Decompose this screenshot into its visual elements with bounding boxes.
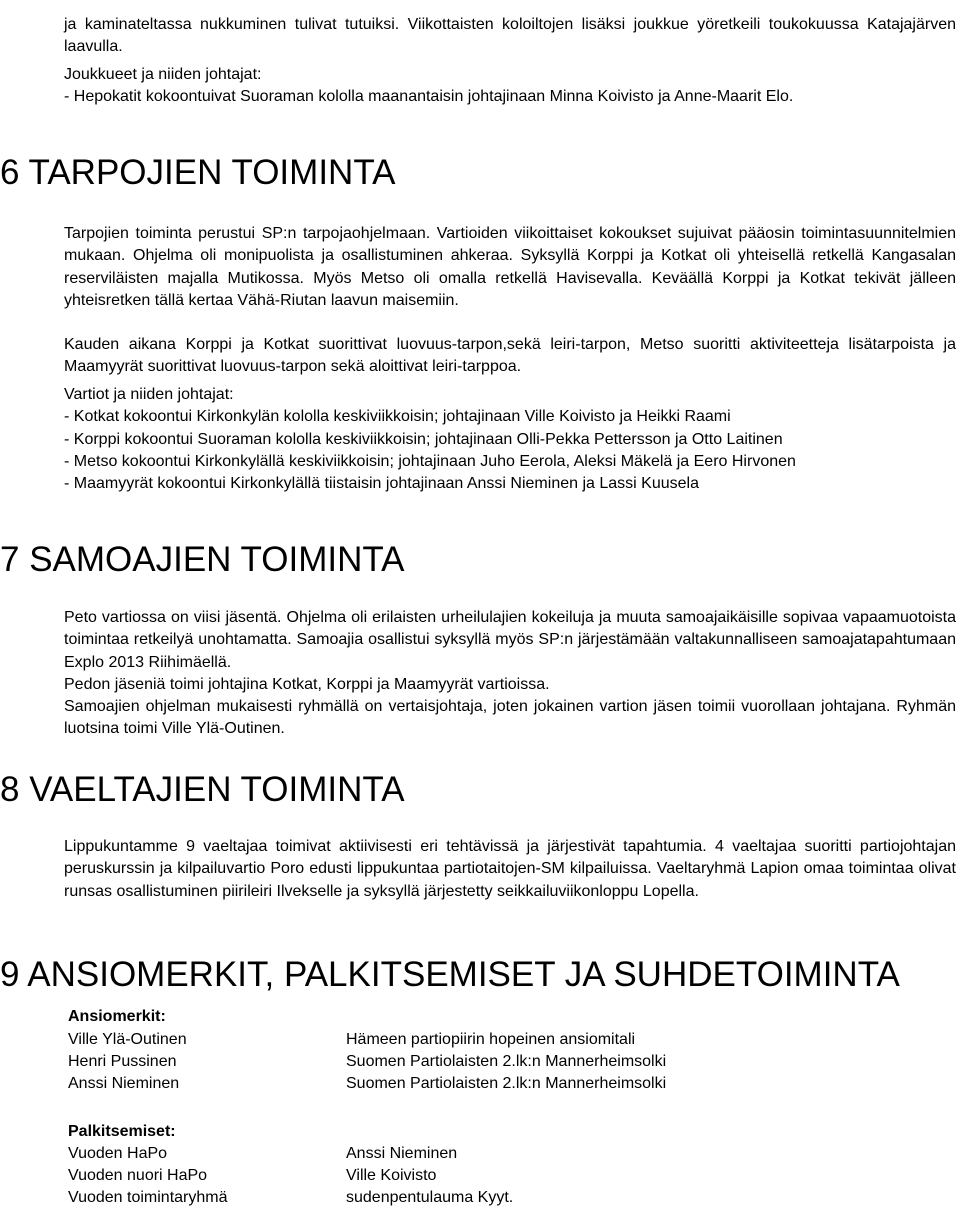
- section-9-title: 9 ANSIOMERKIT, PALKITSEMISET JA SUHDETOIMINTA: [0, 955, 900, 994]
- groups-heading: Vartiot ja niiden johtajat:: [64, 386, 234, 403]
- section-7-paragraph-3: Samoajien ohjelman mukaisesti ryhmällä on vertaisjohtaja, joten jokainen vartion jäsen toimii vuorollaan johtajana. Ryhmän luotsina toimi Ville Ylä-Outinen.: [64, 698, 956, 738]
- honors-table: [68, 1143, 513, 1209]
- awards-table: [68, 1029, 666, 1095]
- award-recipient: Ville Ylä-Outinen: [68, 1031, 187, 1048]
- list-item: - Korppi kokoontui Suoraman kololla keskiviikkoisin; johtajinaan Olli-Pekka Pettersson ja Otto Laitinen: [64, 430, 783, 448]
- list-item: - Kotkat kokoontui Kirkonkylän kololla keskiviikkoisin; johtajinaan Ville Koivisto ja Heikki Raami: [64, 408, 731, 426]
- table-row: [68, 1143, 513, 1165]
- list-item: - Metso kokoontui Kirkonkylällä keskiviikkoisin; johtajinaan Juho Eerola, Aleksi Mäkelä ja Eero Hirvonen: [64, 452, 796, 470]
- section-8-paragraph-1: Lippukuntamme 9 vaeltajaa toimivat aktiivisesti eri tehtävissä ja järjestivät tapahtumia. 4 vaeltajaa suoritti partiojohtajan peruskurssin ja kilpailuvartio Poro edusti lippukuntaa partiotaitojen-SM kilpailuissa. Vaeltaryhmä Lapion omaa toimintaa olivat runsas osallistuminen piirileiri Ilvekselle ja syksyllä järjestetty seikkailuviikonloppu Lopella.: [64, 838, 956, 900]
- award-recipient: Anssi Nieminen: [68, 1075, 180, 1092]
- groups-heading: Joukkueet ja niiden johtajat:: [64, 66, 262, 83]
- award-name: Suomen Partiolaisten 2.lk:n Mannerheimsolki: [346, 1053, 667, 1070]
- section-8-title: 8 VAELTAJIEN TOIMINTA: [0, 770, 405, 809]
- table-row: [68, 1073, 666, 1095]
- table-row: [68, 1029, 666, 1051]
- section-7-paragraph-2: Pedon jäseniä toimi johtajina Kotkat, Korppi ja Maamyyrät vartioissa.: [64, 676, 550, 693]
- table-row: [68, 1051, 666, 1073]
- award-name: Suomen Partiolaisten 2.lk:n Mannerheimsolki: [346, 1075, 667, 1092]
- section-7-paragraph-1: Peto vartiossa on viisi jäsentä. Ohjelma oli erilaisten urheilulajien kokeiluja ja muuta samoajaikäisille sopivaa vapaamuotoista toimintaa retkeilyä unohtamatta. Samoajia osallistui syksyllä myös SP:n järjestämään valtakunnalliseen samoajatapahtumaan Explo 2013 Riihimäellä.: [64, 609, 956, 671]
- intro-groups: [64, 64, 956, 109]
- table-row: [68, 1165, 513, 1187]
- intro-paragraph: ja kaminateltassa nukkuminen tulivat tutuiksi. Viikottaisten koloiltojen lisäksi joukkue yöretkeili toukokuussa Katajajärven laavulla.: [64, 16, 956, 56]
- honor-recipient: sudenpentulauma Kyyt.: [346, 1189, 514, 1206]
- section-6-paragraph-2: Kauden aikana Korppi ja Kotkat suorittivat luovuus-tarpon,sekä leiri-tarpon, Metso suoritti aktiviteetteja lisätarpoista ja Maamyyrät suorittivat luovuus-tarpon sekä aloittivat leiri-tarppoa.: [64, 336, 956, 376]
- section-6-groups: [64, 384, 956, 495]
- honor-title: Vuoden toimintaryhmä: [68, 1189, 228, 1206]
- award-recipient: Henri Pussinen: [68, 1053, 177, 1070]
- honor-title: Vuoden HaPo: [68, 1145, 168, 1162]
- list-item: - Maamyyrät kokoontui Kirkonkylällä tiistaisin johtajinaan Anssi Nieminen ja Lassi Kuusela: [64, 475, 699, 493]
- section-6-paragraph-1: Tarpojien toiminta perustui SP:n tarpojaohjelmaan. Vartioiden viikoittaiset kokoukset sujuivat pääosin toimintasuunnitelmien mukaan. Ohjelma oli monipuolista ja osallistuminen ahkeraa. Syksyllä Korppi ja Kotkat oli yhteisellä retkellä Kangasalan reserviläisten majalla Mutikossa. Myös Metso oli omalla retkellä Havisevalla. Keväällä Korppi ja Kotkat tekivät jälleen yhteisretken tällä kertaa Vähä-Riutan laavun maisemiin.: [64, 225, 956, 309]
- list-item: - Hepokatit kokoontuivat Suoraman kololla maanantaisin johtajinaan Minna Koivisto ja Anne-Maarit Elo.: [64, 88, 794, 106]
- honor-title: Vuoden nuori HaPo: [68, 1167, 208, 1184]
- section-6-title: 6 TARPOJIEN TOIMINTA: [0, 153, 396, 192]
- table-row: [68, 1187, 513, 1209]
- honors-heading: Palkitsemiset:: [68, 1123, 176, 1140]
- honor-recipient: Anssi Nieminen: [346, 1145, 458, 1162]
- award-name: Hämeen partiopiirin hopeinen ansiomitali: [346, 1031, 636, 1048]
- honor-recipient: Ville Koivisto: [346, 1167, 437, 1184]
- section-7-title: 7 SAMOAJIEN TOIMINTA: [0, 540, 405, 579]
- awards-heading: Ansiomerkit:: [68, 1008, 166, 1025]
